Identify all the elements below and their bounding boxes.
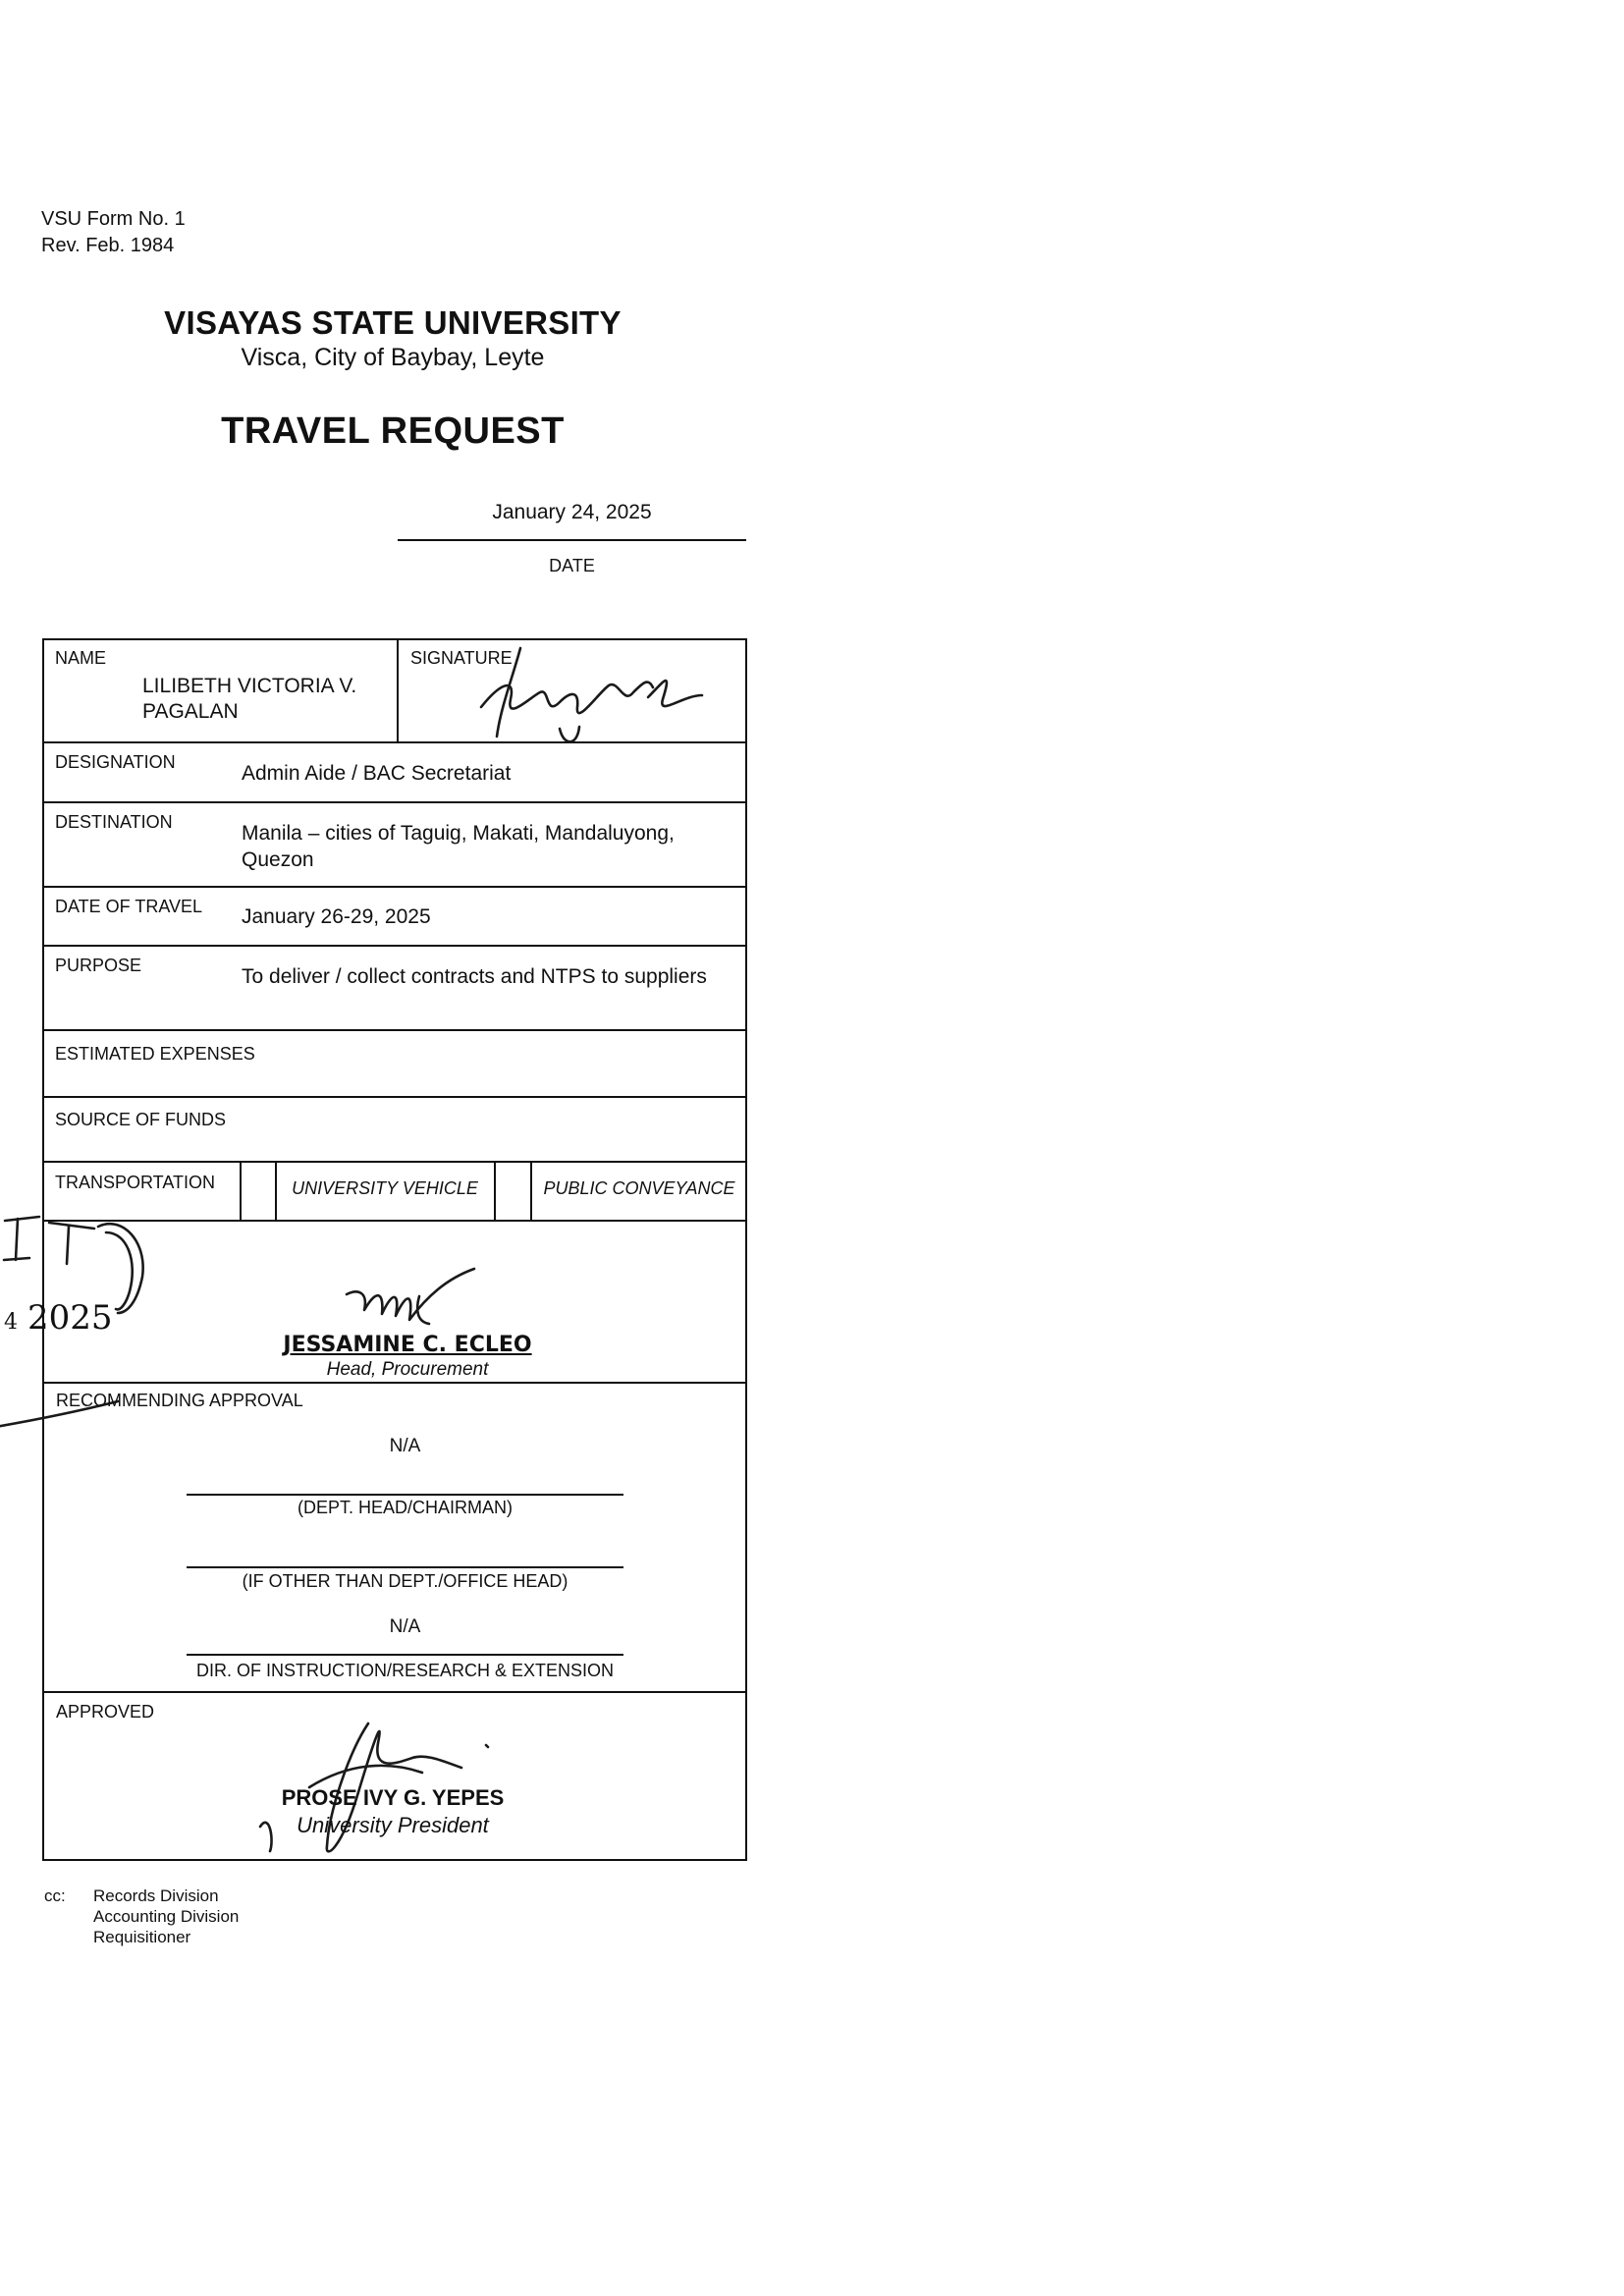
- transport-divider: [494, 1161, 496, 1221]
- purpose-label: PURPOSE: [55, 956, 142, 975]
- public-conveyance-checkbox[interactable]: [498, 1167, 527, 1214]
- university-address: Visca, City of Baybay, Leyte: [241, 344, 545, 371]
- director-signature-line: [187, 1654, 623, 1656]
- cc-label: cc:: [44, 1886, 66, 1905]
- designation-label: DESIGNATION: [55, 752, 176, 772]
- source-of-funds-label: SOURCE OF FUNDS: [55, 1110, 227, 1129]
- other-head-caption: (IF OTHER THAN DEPT./OFFICE HEAD): [242, 1571, 568, 1591]
- row-divider: [42, 1029, 747, 1031]
- name-signature-divider: [397, 638, 399, 742]
- director-value: N/A: [389, 1616, 421, 1637]
- row-divider: [42, 886, 747, 888]
- designation-value: Admin Aide / BAC Secretariat: [242, 762, 512, 785]
- purpose-value: To deliver / collect contracts and NTPS to suppliers: [242, 965, 707, 988]
- destination-line-1: Manila – cities of Taguig, Makati, Mandaluyong,: [242, 822, 675, 845]
- row-divider: [42, 801, 747, 803]
- university-name: VISAYAS STATE UNIVERSITY: [164, 304, 622, 341]
- name-line-2: PAGALAN: [142, 700, 239, 723]
- recommending-approval-label: RECOMMENDING APPROVAL: [56, 1391, 303, 1410]
- estimated-expenses-label: ESTIMATED EXPENSES: [55, 1044, 255, 1064]
- name-label: NAME: [55, 648, 107, 668]
- president-title: University President: [297, 1813, 489, 1837]
- form-revision: Rev. Feb. 1984: [41, 235, 175, 256]
- date-label: DATE: [549, 556, 595, 575]
- public-conveyance-option: PUBLIC CONVEYANCE: [543, 1178, 735, 1198]
- name-value: [142, 674, 356, 725]
- form-number-block: [41, 206, 186, 259]
- form-number: VSU Form No. 1: [41, 208, 186, 230]
- dept-head-signature-line: [187, 1494, 623, 1496]
- requester-signature-icon: [461, 638, 717, 756]
- director-caption: DIR. OF INSTRUCTION/RESEARCH & EXTENSION: [195, 1661, 615, 1680]
- date-of-travel-value: January 26-29, 2025: [242, 905, 431, 928]
- university-vehicle-checkbox[interactable]: [244, 1167, 271, 1214]
- row-divider: [42, 945, 747, 947]
- row-divider: [42, 1096, 747, 1098]
- name-line-1: LILIBETH VICTORIA V.: [142, 675, 357, 697]
- transport-divider: [240, 1161, 242, 1221]
- stamp-year: 4 2025: [4, 1298, 113, 1338]
- procurement-head-name: JESSAMINE C. ECLEO: [283, 1333, 532, 1357]
- procurement-head-title: Head, Procurement: [326, 1359, 489, 1380]
- row-divider: [42, 1161, 747, 1163]
- transportation-label: TRANSPORTATION: [55, 1173, 216, 1192]
- cc-item-accounting: Accounting Division: [93, 1907, 240, 1926]
- destination-value: [242, 820, 675, 873]
- row-divider: [42, 1691, 747, 1693]
- request-date-value: January 24, 2025: [492, 501, 652, 523]
- approved-label: APPROVED: [56, 1702, 155, 1722]
- dept-head-caption: (DEPT. HEAD/CHAIRMAN): [297, 1498, 513, 1517]
- destination-label: DESTINATION: [55, 812, 173, 832]
- form-title: TRAVEL REQUEST: [221, 410, 565, 452]
- cc-list: [93, 1886, 239, 1947]
- university-vehicle-option: UNIVERSITY VEHICLE: [292, 1178, 478, 1198]
- destination-line-2: Quezon: [242, 848, 314, 871]
- date-of-travel-label: DATE OF TRAVEL: [55, 897, 203, 916]
- dept-head-value: N/A: [389, 1436, 421, 1456]
- date-underline: [398, 539, 746, 541]
- cc-item-requisitioner: Requisitioner: [93, 1928, 191, 1946]
- president-name: PROSE IVY G. YEPES: [281, 1785, 505, 1810]
- other-head-signature-line: [187, 1566, 623, 1568]
- cc-item-records: Records Division: [93, 1886, 219, 1905]
- signature-label: SIGNATURE: [410, 648, 513, 668]
